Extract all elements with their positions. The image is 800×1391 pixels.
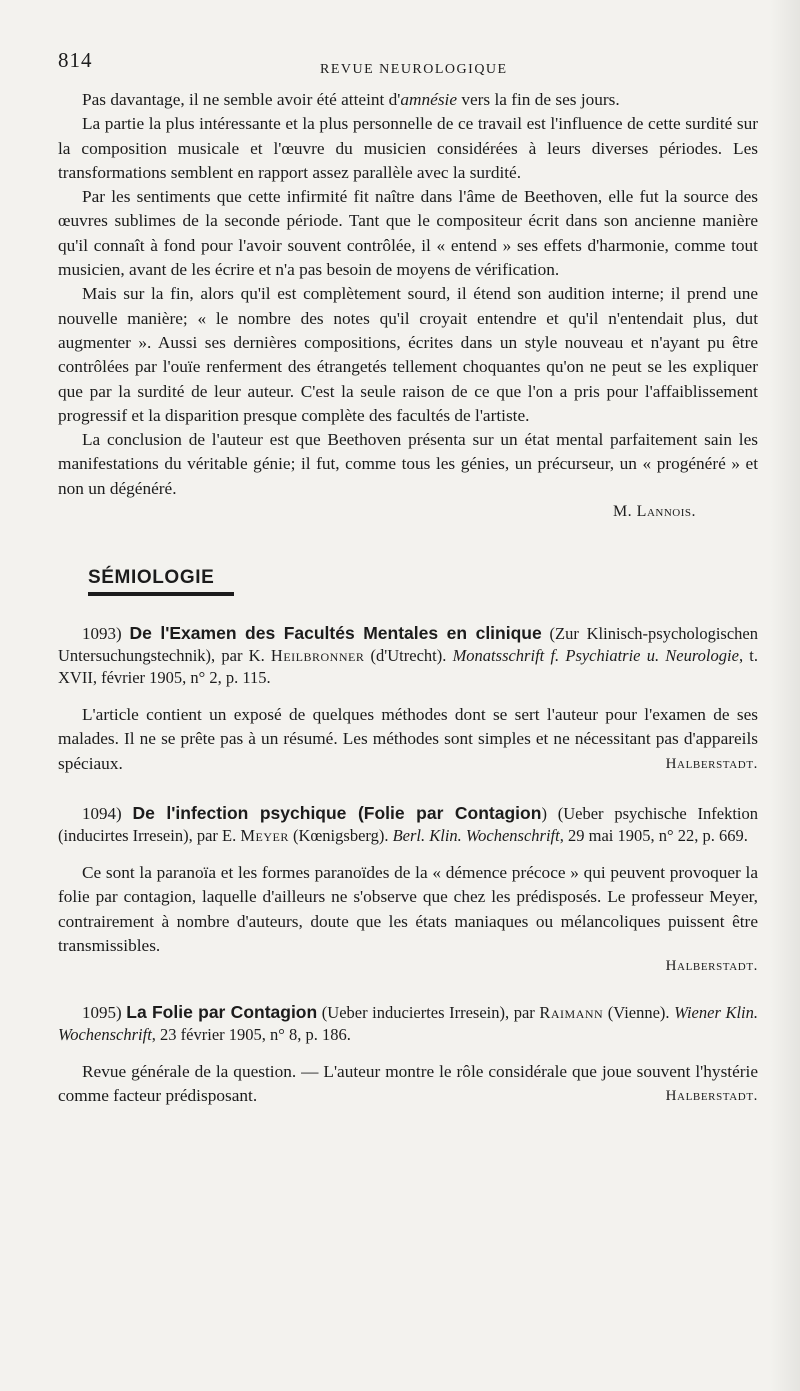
text: ) (Ueber psychische Infektion (inducirtes Irresein), par E. xyxy=(58,803,759,845)
abstract-entry xyxy=(58,1001,758,1109)
entry-number: 1093) xyxy=(82,624,122,644)
entry-title: De l'infection psychique (Folie par Contagion xyxy=(132,802,542,823)
text: (Vienne). xyxy=(603,1003,675,1023)
entry-reference xyxy=(58,802,758,847)
entry-journal: Monatsschrift f. Psychiatrie u. Neurologie xyxy=(452,646,739,666)
entry-signature: Halberstadt. xyxy=(665,755,758,772)
running-head: REVUE NEUROLOGIQUE xyxy=(320,62,508,77)
paragraph: Mais sur la fin, alors qu'il est complètement sourd, il étend son audition interne; il prend une nouvelle manière; « le nombre des notes qu'il croyait entendre et qu'il n'entendait plus, dut augmenter ». Aussi ses dernières compositions, écrites dans un style nouveau et n'ayant pu être contrôlées par l'ouïe renferment des étrangetés tellement choquantes qu'on ne peut se les expliquer que par la surdité de leur auteur. C'est la seule raison de ce que l'on a pris pour l'affaiblissement progressif et la disparition presque complète des facultés de l'artiste. xyxy=(58,284,758,425)
entry-signature: Halberstadt. xyxy=(665,958,758,975)
entry-title: La Folie par Contagion xyxy=(126,1002,318,1023)
entry-journal: Wiener Klin. Wochenschrift xyxy=(58,1003,759,1045)
heading-underline xyxy=(88,592,234,596)
entry-body xyxy=(58,703,758,776)
abstract-entry xyxy=(58,802,758,975)
text: (Kœnigsberg). xyxy=(288,825,393,845)
entry-author: Heilbronner xyxy=(270,646,365,666)
entry-number: 1094) xyxy=(82,803,122,823)
scan-edge-shadow xyxy=(770,0,800,1391)
review-signature: M. Lannois. xyxy=(612,503,696,521)
entry-reference xyxy=(58,1001,758,1046)
text: Pas davantage, il ne semble avoir été atteint d' xyxy=(82,90,401,109)
entry-body: Ce sont la paranoïa et les formes paranoïdes de la « démence précoce » qui peuvent provoquer la folie par contagion, laquelle d'ailleurs ne s'observe que chez les prédisposés. Le professeur Meyer, contrairement à nombre d'auteurs, doute que les états maniaques ou mélancoliques puissent être transmissibles. xyxy=(58,862,758,955)
entry-title: De l'Examen des Facultés Mentales en clinique xyxy=(129,623,542,644)
entry-author: Meyer xyxy=(240,825,289,845)
text: (Zur Klinisch-psychologischen Untersuchungstechnik), par K. xyxy=(58,624,758,666)
previous-review-continuation xyxy=(58,88,758,521)
page-header xyxy=(58,48,758,88)
text: , t. XVII, février 1905, n° 2, p. 115. xyxy=(58,646,758,688)
emphasis: amnésie xyxy=(400,90,458,109)
text: Revue générale de la question. — L'auteur montre le rôle considérale que joue souvent l'hystérie comme facteur prédisposant. xyxy=(58,1062,758,1106)
entry-journal: Berl. Klin. Wochenschrift xyxy=(392,825,560,845)
entry-number: 1095) xyxy=(82,1003,122,1023)
document-page xyxy=(58,48,758,1109)
page-number: 814 xyxy=(58,48,93,72)
text: , 23 février 1905, n° 8, p. 186. xyxy=(151,1025,351,1045)
paragraph: La partie la plus intéressante et la plus personnelle de ce travail est l'influence de cette surdité sur la composition musicale et l'œuvre du musicien considérées à leurs diverses périodes. Les transformations semblent en rapport assez parallèle avec la surdité. xyxy=(58,114,758,182)
text: , 29 mai 1905, n° 22, p. 669. xyxy=(559,825,748,845)
text: (d'Utrecht). xyxy=(364,646,453,666)
entry-author: Raimann xyxy=(539,1003,604,1023)
abstract-entry xyxy=(58,622,758,776)
paragraph xyxy=(58,88,758,112)
paragraph: La conclusion de l'auteur est que Beethoven présenta sur un état mental parfaitement sain les manifestations du véritable génie; il fut, comme tous les génies, un précurseur, un « progénéré » et non un dégénéré. xyxy=(58,430,758,498)
entry-body xyxy=(58,1060,758,1109)
text: (Ueber induciertes Irresein), par xyxy=(317,1003,540,1023)
text: vers la fin de ses jours. xyxy=(457,90,620,109)
entry-signature: Halberstadt. xyxy=(665,1088,758,1105)
section-heading: SÉMIOLOGIE xyxy=(88,567,215,589)
paragraph: Par les sentiments que cette infirmité fit naître dans l'âme de Beethoven, elle fut la source des œuvres sublimes de la seconde période. Tant que le compositeur écrit dans son ancienne manière qu'il connaît à fond pour l'avoir souvent contrôlée, il « entend » ses effets d'harmonie, comme tout musicien, avant de les écrire et n'a pas besoin de moyens de vérification. xyxy=(58,187,758,280)
text: L'article contient un exposé de quelques méthodes dont se sert l'auteur pour l'examen de ses malades. Il ne se prête pas à un résumé. Les méthodes sont simples et ne nécessitant pas d'appareils spéciaux. xyxy=(58,705,758,773)
entry-reference xyxy=(58,622,758,689)
